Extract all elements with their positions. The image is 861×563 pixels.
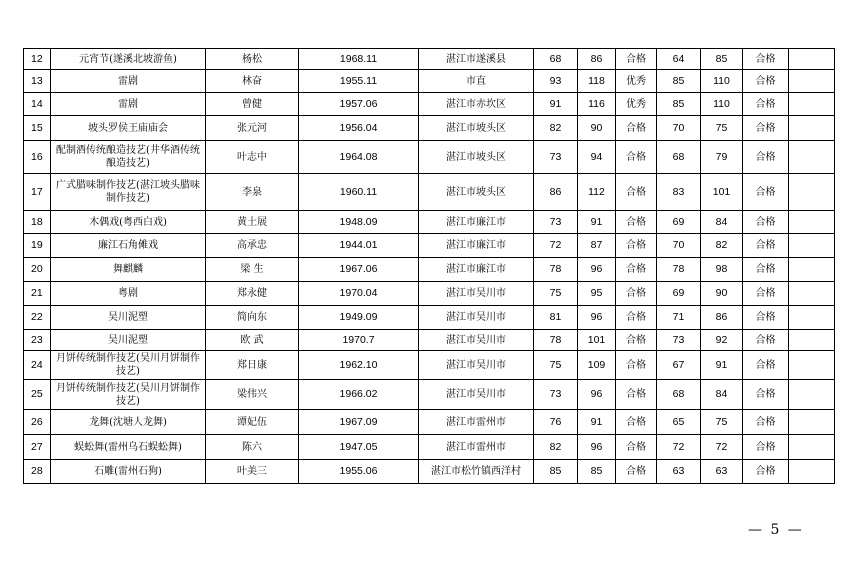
cell-no: 27 — [24, 435, 51, 460]
cell-born: 1970.7 — [299, 330, 419, 351]
cell-s4: 91 — [701, 351, 743, 380]
cell-name: 陈六 — [206, 435, 299, 460]
cell-place: 湛江市松竹镇西洋村 — [419, 460, 534, 484]
cell-name: 叶志中 — [206, 141, 299, 174]
page-number: — 5 — — [748, 522, 804, 538]
cell-s1: 78 — [534, 258, 578, 282]
cell-s1: 73 — [534, 141, 578, 174]
cell-name: 简向东 — [206, 306, 299, 330]
cell-born: 1948.09 — [299, 211, 419, 234]
cell-no: 14 — [24, 93, 51, 116]
cell-s1: 82 — [534, 116, 578, 141]
cell-s4: 75 — [701, 410, 743, 435]
cell-s4: 75 — [701, 116, 743, 141]
cell-r1: 合格 — [616, 306, 657, 330]
cell-s3: 73 — [657, 330, 701, 351]
cell-project: 坡头罗侯王庙庙会 — [51, 116, 206, 141]
cell-project: 廉江石角傩戏 — [51, 234, 206, 258]
cell-r2: 合格 — [743, 282, 789, 306]
cell-r1: 合格 — [616, 174, 657, 211]
cell-name: 梁 生 — [206, 258, 299, 282]
cell-no: 21 — [24, 282, 51, 306]
table-row — [24, 211, 835, 234]
cell-empty — [789, 258, 835, 282]
cell-born: 1956.04 — [299, 116, 419, 141]
cell-empty — [789, 93, 835, 116]
cell-project: 雷剧 — [51, 70, 206, 93]
cell-s1: 75 — [534, 282, 578, 306]
cell-s1: 91 — [534, 93, 578, 116]
cell-project: 蜈蚣舞(雷州乌石蜈蚣舞) — [51, 435, 206, 460]
cell-place: 湛江市吴川市 — [419, 380, 534, 410]
table-row — [24, 435, 835, 460]
table-row — [24, 306, 835, 330]
cell-s2: 95 — [578, 282, 616, 306]
cell-s3: 69 — [657, 211, 701, 234]
table-body — [24, 49, 835, 484]
cell-s2: 96 — [578, 435, 616, 460]
cell-empty — [789, 380, 835, 410]
cell-no: 22 — [24, 306, 51, 330]
cell-r2: 合格 — [743, 330, 789, 351]
cell-place: 市直 — [419, 70, 534, 93]
cell-born: 1970.04 — [299, 282, 419, 306]
cell-r1: 合格 — [616, 410, 657, 435]
cell-no: 13 — [24, 70, 51, 93]
cell-no: 18 — [24, 211, 51, 234]
cell-project: 粤剧 — [51, 282, 206, 306]
table-row — [24, 234, 835, 258]
cell-no: 12 — [24, 49, 51, 70]
cell-s3: 78 — [657, 258, 701, 282]
cell-s2: 86 — [578, 49, 616, 70]
cell-r1: 合格 — [616, 211, 657, 234]
cell-place: 湛江市赤坎区 — [419, 93, 534, 116]
table-row — [24, 174, 835, 211]
cell-r2: 合格 — [743, 258, 789, 282]
cell-project: 配制酒传统酿造技艺(井华酒传统酿造技艺) — [51, 141, 206, 174]
cell-s3: 71 — [657, 306, 701, 330]
cell-s1: 76 — [534, 410, 578, 435]
cell-r1: 合格 — [616, 116, 657, 141]
cell-s3: 83 — [657, 174, 701, 211]
cell-s2: 101 — [578, 330, 616, 351]
cell-project: 龙舞(沈塘人龙舞) — [51, 410, 206, 435]
table-row — [24, 460, 835, 484]
cell-s1: 85 — [534, 460, 578, 484]
table-row — [24, 258, 835, 282]
cell-born: 1967.06 — [299, 258, 419, 282]
cell-no: 20 — [24, 258, 51, 282]
cell-empty — [789, 351, 835, 380]
table-row — [24, 330, 835, 351]
cell-name: 张元河 — [206, 116, 299, 141]
cell-r2: 合格 — [743, 234, 789, 258]
cell-place: 湛江市廉江市 — [419, 258, 534, 282]
cell-r1: 合格 — [616, 435, 657, 460]
cell-name: 曾健 — [206, 93, 299, 116]
cell-r2: 合格 — [743, 435, 789, 460]
cell-no: 15 — [24, 116, 51, 141]
cell-s4: 63 — [701, 460, 743, 484]
cell-name: 杨松 — [206, 49, 299, 70]
table-row — [24, 70, 835, 93]
cell-s2: 118 — [578, 70, 616, 93]
cell-s3: 65 — [657, 410, 701, 435]
cell-s2: 91 — [578, 410, 616, 435]
cell-place: 湛江市廉江市 — [419, 234, 534, 258]
cell-born: 1947.05 — [299, 435, 419, 460]
cell-s3: 70 — [657, 234, 701, 258]
cell-place: 湛江市廉江市 — [419, 211, 534, 234]
cell-empty — [789, 410, 835, 435]
cell-name: 郑日康 — [206, 351, 299, 380]
cell-project: 月饼传统制作技艺(吴川月饼制作技艺) — [51, 351, 206, 380]
cell-place: 湛江市雷州市 — [419, 435, 534, 460]
table-row — [24, 282, 835, 306]
cell-s3: 72 — [657, 435, 701, 460]
cell-empty — [789, 211, 835, 234]
cell-r1: 合格 — [616, 351, 657, 380]
cell-s4: 110 — [701, 70, 743, 93]
cell-empty — [789, 174, 835, 211]
cell-project: 吴川泥塑 — [51, 330, 206, 351]
cell-born: 1949.09 — [299, 306, 419, 330]
cell-s4: 92 — [701, 330, 743, 351]
cell-s1: 93 — [534, 70, 578, 93]
cell-s3: 68 — [657, 141, 701, 174]
cell-s4: 101 — [701, 174, 743, 211]
cell-place: 湛江市坡头区 — [419, 141, 534, 174]
cell-name: 谭妃伍 — [206, 410, 299, 435]
cell-place: 湛江市吴川市 — [419, 282, 534, 306]
cell-s2: 96 — [578, 380, 616, 410]
cell-r1: 合格 — [616, 49, 657, 70]
cell-project: 雷剧 — [51, 93, 206, 116]
cell-s3: 64 — [657, 49, 701, 70]
cell-r1: 合格 — [616, 141, 657, 174]
cell-s4: 82 — [701, 234, 743, 258]
cell-r2: 合格 — [743, 380, 789, 410]
cell-s4: 86 — [701, 306, 743, 330]
cell-s2: 90 — [578, 116, 616, 141]
cell-born: 1967.09 — [299, 410, 419, 435]
cell-no: 16 — [24, 141, 51, 174]
table-row — [24, 116, 835, 141]
cell-r2: 合格 — [743, 174, 789, 211]
cell-s3: 69 — [657, 282, 701, 306]
cell-name: 林奋 — [206, 70, 299, 93]
cell-place: 湛江市遂溪县 — [419, 49, 534, 70]
table-row — [24, 141, 835, 174]
cell-project: 石雕(雷州石狗) — [51, 460, 206, 484]
cell-place: 湛江市坡头区 — [419, 174, 534, 211]
cell-s1: 81 — [534, 306, 578, 330]
cell-name: 郑永健 — [206, 282, 299, 306]
cell-name: 欧 武 — [206, 330, 299, 351]
cell-r2: 合格 — [743, 211, 789, 234]
cell-s4: 110 — [701, 93, 743, 116]
cell-project: 吴川泥塑 — [51, 306, 206, 330]
cell-born: 1955.11 — [299, 70, 419, 93]
cell-name: 叶美三 — [206, 460, 299, 484]
cell-no: 19 — [24, 234, 51, 258]
table-row — [24, 93, 835, 116]
cell-s2: 94 — [578, 141, 616, 174]
cell-project: 元宵节(遂溪北坡游鱼) — [51, 49, 206, 70]
cell-no: 28 — [24, 460, 51, 484]
cell-r2: 合格 — [743, 460, 789, 484]
cell-s4: 84 — [701, 211, 743, 234]
cell-r2: 合格 — [743, 70, 789, 93]
cell-empty — [789, 306, 835, 330]
cell-born: 1944.01 — [299, 234, 419, 258]
cell-empty — [789, 70, 835, 93]
cell-r2: 合格 — [743, 93, 789, 116]
cell-no: 23 — [24, 330, 51, 351]
cell-s2: 96 — [578, 258, 616, 282]
cell-s2: 109 — [578, 351, 616, 380]
cell-s1: 86 — [534, 174, 578, 211]
cell-s1: 73 — [534, 380, 578, 410]
cell-s1: 72 — [534, 234, 578, 258]
cell-s1: 68 — [534, 49, 578, 70]
cell-s1: 78 — [534, 330, 578, 351]
cell-born: 1955.06 — [299, 460, 419, 484]
cell-empty — [789, 435, 835, 460]
table-row — [24, 380, 835, 410]
cell-s4: 79 — [701, 141, 743, 174]
cell-s3: 67 — [657, 351, 701, 380]
cell-name: 高承忠 — [206, 234, 299, 258]
cell-no: 17 — [24, 174, 51, 211]
cell-s4: 84 — [701, 380, 743, 410]
cell-place: 湛江市坡头区 — [419, 116, 534, 141]
cell-s4: 90 — [701, 282, 743, 306]
cell-project: 木偶戏(粤西白戏) — [51, 211, 206, 234]
cell-born: 1966.02 — [299, 380, 419, 410]
cell-r1: 合格 — [616, 234, 657, 258]
cell-s3: 70 — [657, 116, 701, 141]
cell-place: 湛江市吴川市 — [419, 306, 534, 330]
cell-s2: 85 — [578, 460, 616, 484]
cell-empty — [789, 141, 835, 174]
cell-born: 1957.06 — [299, 93, 419, 116]
cell-empty — [789, 234, 835, 258]
cell-r1: 合格 — [616, 258, 657, 282]
cell-r2: 合格 — [743, 141, 789, 174]
cell-r1: 合格 — [616, 282, 657, 306]
cell-name: 李泉 — [206, 174, 299, 211]
cell-no: 25 — [24, 380, 51, 410]
cell-r2: 合格 — [743, 306, 789, 330]
cell-place: 湛江市吴川市 — [419, 330, 534, 351]
cell-s4: 72 — [701, 435, 743, 460]
cell-born: 1960.11 — [299, 174, 419, 211]
cell-project: 舞麒麟 — [51, 258, 206, 282]
cell-s2: 87 — [578, 234, 616, 258]
cell-empty — [789, 116, 835, 141]
cell-empty — [789, 49, 835, 70]
cell-s2: 116 — [578, 93, 616, 116]
cell-s4: 98 — [701, 258, 743, 282]
cell-born: 1962.10 — [299, 351, 419, 380]
cell-project: 月饼传统制作技艺(吴川月饼制作技艺) — [51, 380, 206, 410]
cell-no: 26 — [24, 410, 51, 435]
table-row — [24, 410, 835, 435]
cell-s2: 91 — [578, 211, 616, 234]
cell-s3: 85 — [657, 93, 701, 116]
cell-s1: 73 — [534, 211, 578, 234]
cell-place: 湛江市雷州市 — [419, 410, 534, 435]
cell-empty — [789, 330, 835, 351]
cell-r2: 合格 — [743, 351, 789, 380]
cell-r1: 合格 — [616, 330, 657, 351]
cell-name: 梁伟兴 — [206, 380, 299, 410]
cell-r1: 优秀 — [616, 93, 657, 116]
cell-name: 黄土展 — [206, 211, 299, 234]
cell-project: 广式腊味制作技艺(湛江坡头腊味制作技艺) — [51, 174, 206, 211]
cell-empty — [789, 282, 835, 306]
cell-s3: 85 — [657, 70, 701, 93]
cell-born: 1968.11 — [299, 49, 419, 70]
cell-s2: 96 — [578, 306, 616, 330]
cell-place: 湛江市吴川市 — [419, 351, 534, 380]
assessment-table — [23, 48, 835, 484]
cell-s2: 112 — [578, 174, 616, 211]
cell-born: 1964.08 — [299, 141, 419, 174]
cell-s3: 68 — [657, 380, 701, 410]
cell-r2: 合格 — [743, 410, 789, 435]
cell-s1: 75 — [534, 351, 578, 380]
cell-no: 24 — [24, 351, 51, 380]
cell-r1: 合格 — [616, 460, 657, 484]
cell-r1: 优秀 — [616, 70, 657, 93]
cell-s4: 85 — [701, 49, 743, 70]
table-row — [24, 49, 835, 70]
cell-empty — [789, 460, 835, 484]
table-row — [24, 351, 835, 380]
cell-s3: 63 — [657, 460, 701, 484]
cell-s1: 82 — [534, 435, 578, 460]
cell-r1: 合格 — [616, 380, 657, 410]
cell-r2: 合格 — [743, 116, 789, 141]
cell-r2: 合格 — [743, 49, 789, 70]
